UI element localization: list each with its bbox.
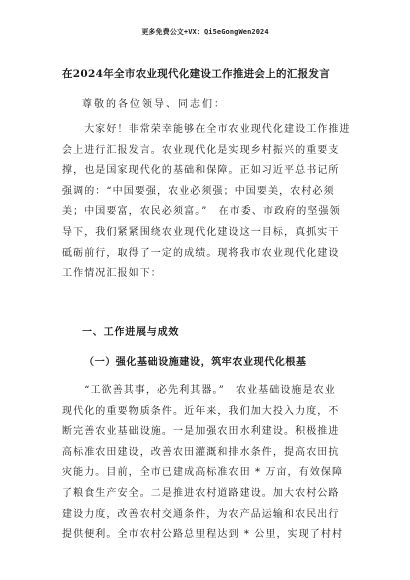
text-line: 导下，我们紧紧围绕农业现代化建设这一目标，真抓实干: [62, 226, 340, 238]
text-line: 大家好！非常荣幸能够在全市农业现代化建设工作推进: [62, 124, 351, 135]
text-line: 会上进行汇报发言。农业现代化是实现乡村振兴的重要支: [62, 144, 340, 156]
document-title: 在2024年全市农业现代化建设工作推进会上的汇报发言: [62, 68, 331, 80]
text-line: 强调的：“中国要强，农业必须强；中国要美，农村必须: [62, 185, 335, 197]
text-line: 灾能力。目前，全市已建成高标准农田 * 万亩，有效保障: [62, 467, 344, 479]
text-line: 建设力度，改善农村交通条件，为农产品运输和农民出行: [62, 508, 340, 520]
text-line: 工作情况汇报如下：: [62, 268, 162, 280]
header-note: 更多免费公文+VX：Qi5eGongWen2024: [141, 28, 269, 36]
text-line: 高标准农田建设，改善农田灌溉和排水条件，提高农田抗: [62, 446, 340, 458]
text-line: “工欲善其事，必先利其器。” 农业基础设施是农业: [62, 385, 336, 396]
text-line: 了粮食生产安全。二是推进农村道路建设。加大农村公路: [62, 487, 340, 499]
text-line: 撑，也是国家现代化的基础和保障。正如习近平总书记所: [62, 165, 340, 177]
text-line: 美；中国要富，农民必须富。” 在市委、市政府的坚强领: [62, 206, 341, 218]
section-heading-1: 一、工作进展与成效: [82, 327, 180, 338]
text-line: 提供便利。全市农村公路总里程达到 * 公里，实现了村村: [62, 529, 344, 541]
salutation: 尊敬的各位领导、同志们：: [82, 99, 226, 110]
paragraph-infrastructure: [62, 381, 362, 546]
subsection-heading-1-1: （一）强化基础设施建设，筑牢农业现代化根基: [84, 357, 307, 368]
text-line: 断完善农业基础设施。一是加强农田水利建设。积极推进: [62, 426, 340, 438]
text-line: 砥砺前行，取得了一定的成绩。现将我市农业现代化建设: [62, 247, 340, 259]
paragraph-intro: [62, 120, 362, 285]
text-line: 现代化的重要物质条件。近年来，我们加大投入力度，不: [62, 405, 340, 417]
